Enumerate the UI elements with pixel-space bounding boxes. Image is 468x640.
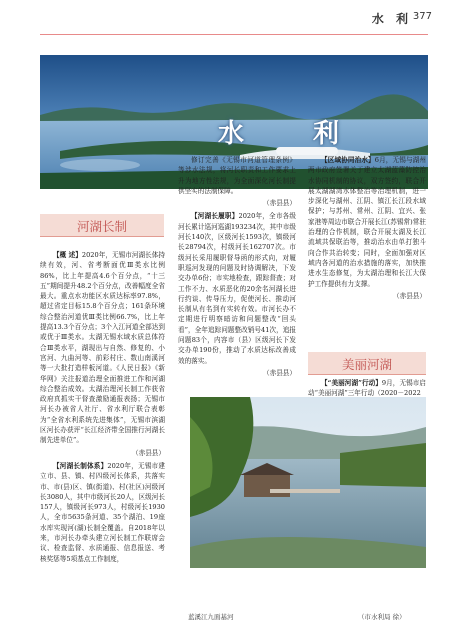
source-note: （赤县县） [263,368,296,377]
column-3-bottom [308,378,426,399]
page-number: 377 [412,11,432,22]
column-1 [40,250,165,564]
paragraph-system [40,461,165,564]
paragraph-label: 【概 述】 [53,251,82,259]
paragraph-regulation [178,155,296,196]
paragraph-label: 【河湖长制体系】 [53,461,108,470]
source-note: （赤县县） [263,199,296,208]
paragraph-label: 【河湖长履职】 [191,212,239,221]
source-note: （赤县县） [132,448,165,457]
column-3 [308,155,426,304]
section-heading-text: 河湖长制 [76,219,127,234]
paragraph-text: 6月，无锡与湖州两市政府签署关于建立太湖蓝藻防控治水协同机制的协议，双方签约，联合开展太湖湖湾水体整治等治理机制，进一步深化与湖州、江阴、镇江长江段水域保护；与苏州、常州、江阴、宜兴、张家港等周边市联合开展长江(苏锡常)常驻治理的合作机制，联合开展太湖及长江流域共保联治等，推动治水由单打独斗向合作共治转变；同时，全面加强对区域内各河道的治水措施的落实，加快推进水生态修复，为太湖治理和长江大保护工作提供有力支撑。 [308,156,426,288]
footer-credit: （市水利局 徐） [358,613,406,621]
paragraph-text: 修订完善《无锡市河道管理条例》等涉水法规，将河长职责和工作要求上升为地方性法规，为全面深化河长制提供坚实的法制保障。 [178,156,296,195]
paragraph-text: 2020年，无锡市建立市、县、镇、村四级河长体系，共落实市、市(县)区、镇(街道)、村(社区)河级河长3080人，其中市级河长20人，区级河长157人，镇级河长973人，村级河长1930人，全市5635条河道、35个湖泊、19座水库实现河(湖)长制全覆盖。自2018年以来，市河长办牵头建立河长制工作联席会议、检查监督、水质通报、信息报送、考核奖惩等5项基点工作制度， [40,461,166,563]
column-2 [178,155,296,381]
footer-caption: 蓝溪江九面基河 [188,613,234,621]
paragraph-label: 【区域协同治水】 [321,156,375,164]
paragraph-label: 【“美丽河湖”行动】 [321,379,382,387]
paragraph-text: 2020年，无锡市河湖长体持续有效，河、省考断面优Ⅲ类水比例86%，比上年提高4.6个百分点，“十三五”期间提升48.2个百分点，改善幅度全省最大。重点水功能区水质达标率97.8%，超过省定目标15.8个百分点；161条环境综合整治河道优Ⅲ类比例66.7%，比上年提高13.3个百分点；3个入江河道全部达到或优于Ⅲ类水。太湖无锡水域水质总体符合Ⅲ类水平，湖现出与自然、修复的、小宫河、九曲河等、前彩村庄、数山南溪河等一大批打造样板河道。《人民日报》《新华网》关注报道治理全面推进工作和河湖综合整治成效。太湖治理河长制工作获省政府真抓实干督查激励通报表扬；无锡市河长办被省人社厅、省水利厅联合表彰为“全省水利系统先进集体”，无锡市滨湖区河长办获评“长江经济带全国推行河湖长制先进单位”。 [40,251,165,445]
page-header [0,8,468,28]
section-heading-text: 美丽河湖 [341,357,392,372]
section-name: 水 利 [371,12,412,26]
section-heading-beauty [308,352,426,375]
paragraph-regional [308,155,426,289]
paragraph-text: 2020年，全市各级河长累计巡河巡湖193234次，其中市级河长140次，区级河长1593次，镇级河长28794次，村级河长162707次。市级河长采用履职督导函的形式向，对履职巡河发现的问题及时协调解决，下发交办单6份；市实地检查，跟踪督查；对工作不力、水质恶化的20余名河湖长进行约谈、传导压力，促使河长、推动河长制从有名到有实转有效。市河长办不定期进行明察暗访和问题整改“回头看”，全年追踪问题整改销号41次，追报问题83个，内容市（县）区级河长下发交办单190份，推动了水质达标改善成效的落实。 [178,212,297,365]
banner-title: 水 利 [218,119,370,149]
paragraph-text: 9月，无锡市启动“美丽河湖”三年行动（2020－2022 [308,379,426,398]
river-photo [190,397,426,568]
source-note: （赤县县） [393,291,426,300]
paragraph-beautiful [308,378,426,399]
paragraph-duty [178,211,296,365]
section-heading-river [40,214,164,237]
paragraph-overview [40,250,165,446]
header-rule [40,34,428,35]
